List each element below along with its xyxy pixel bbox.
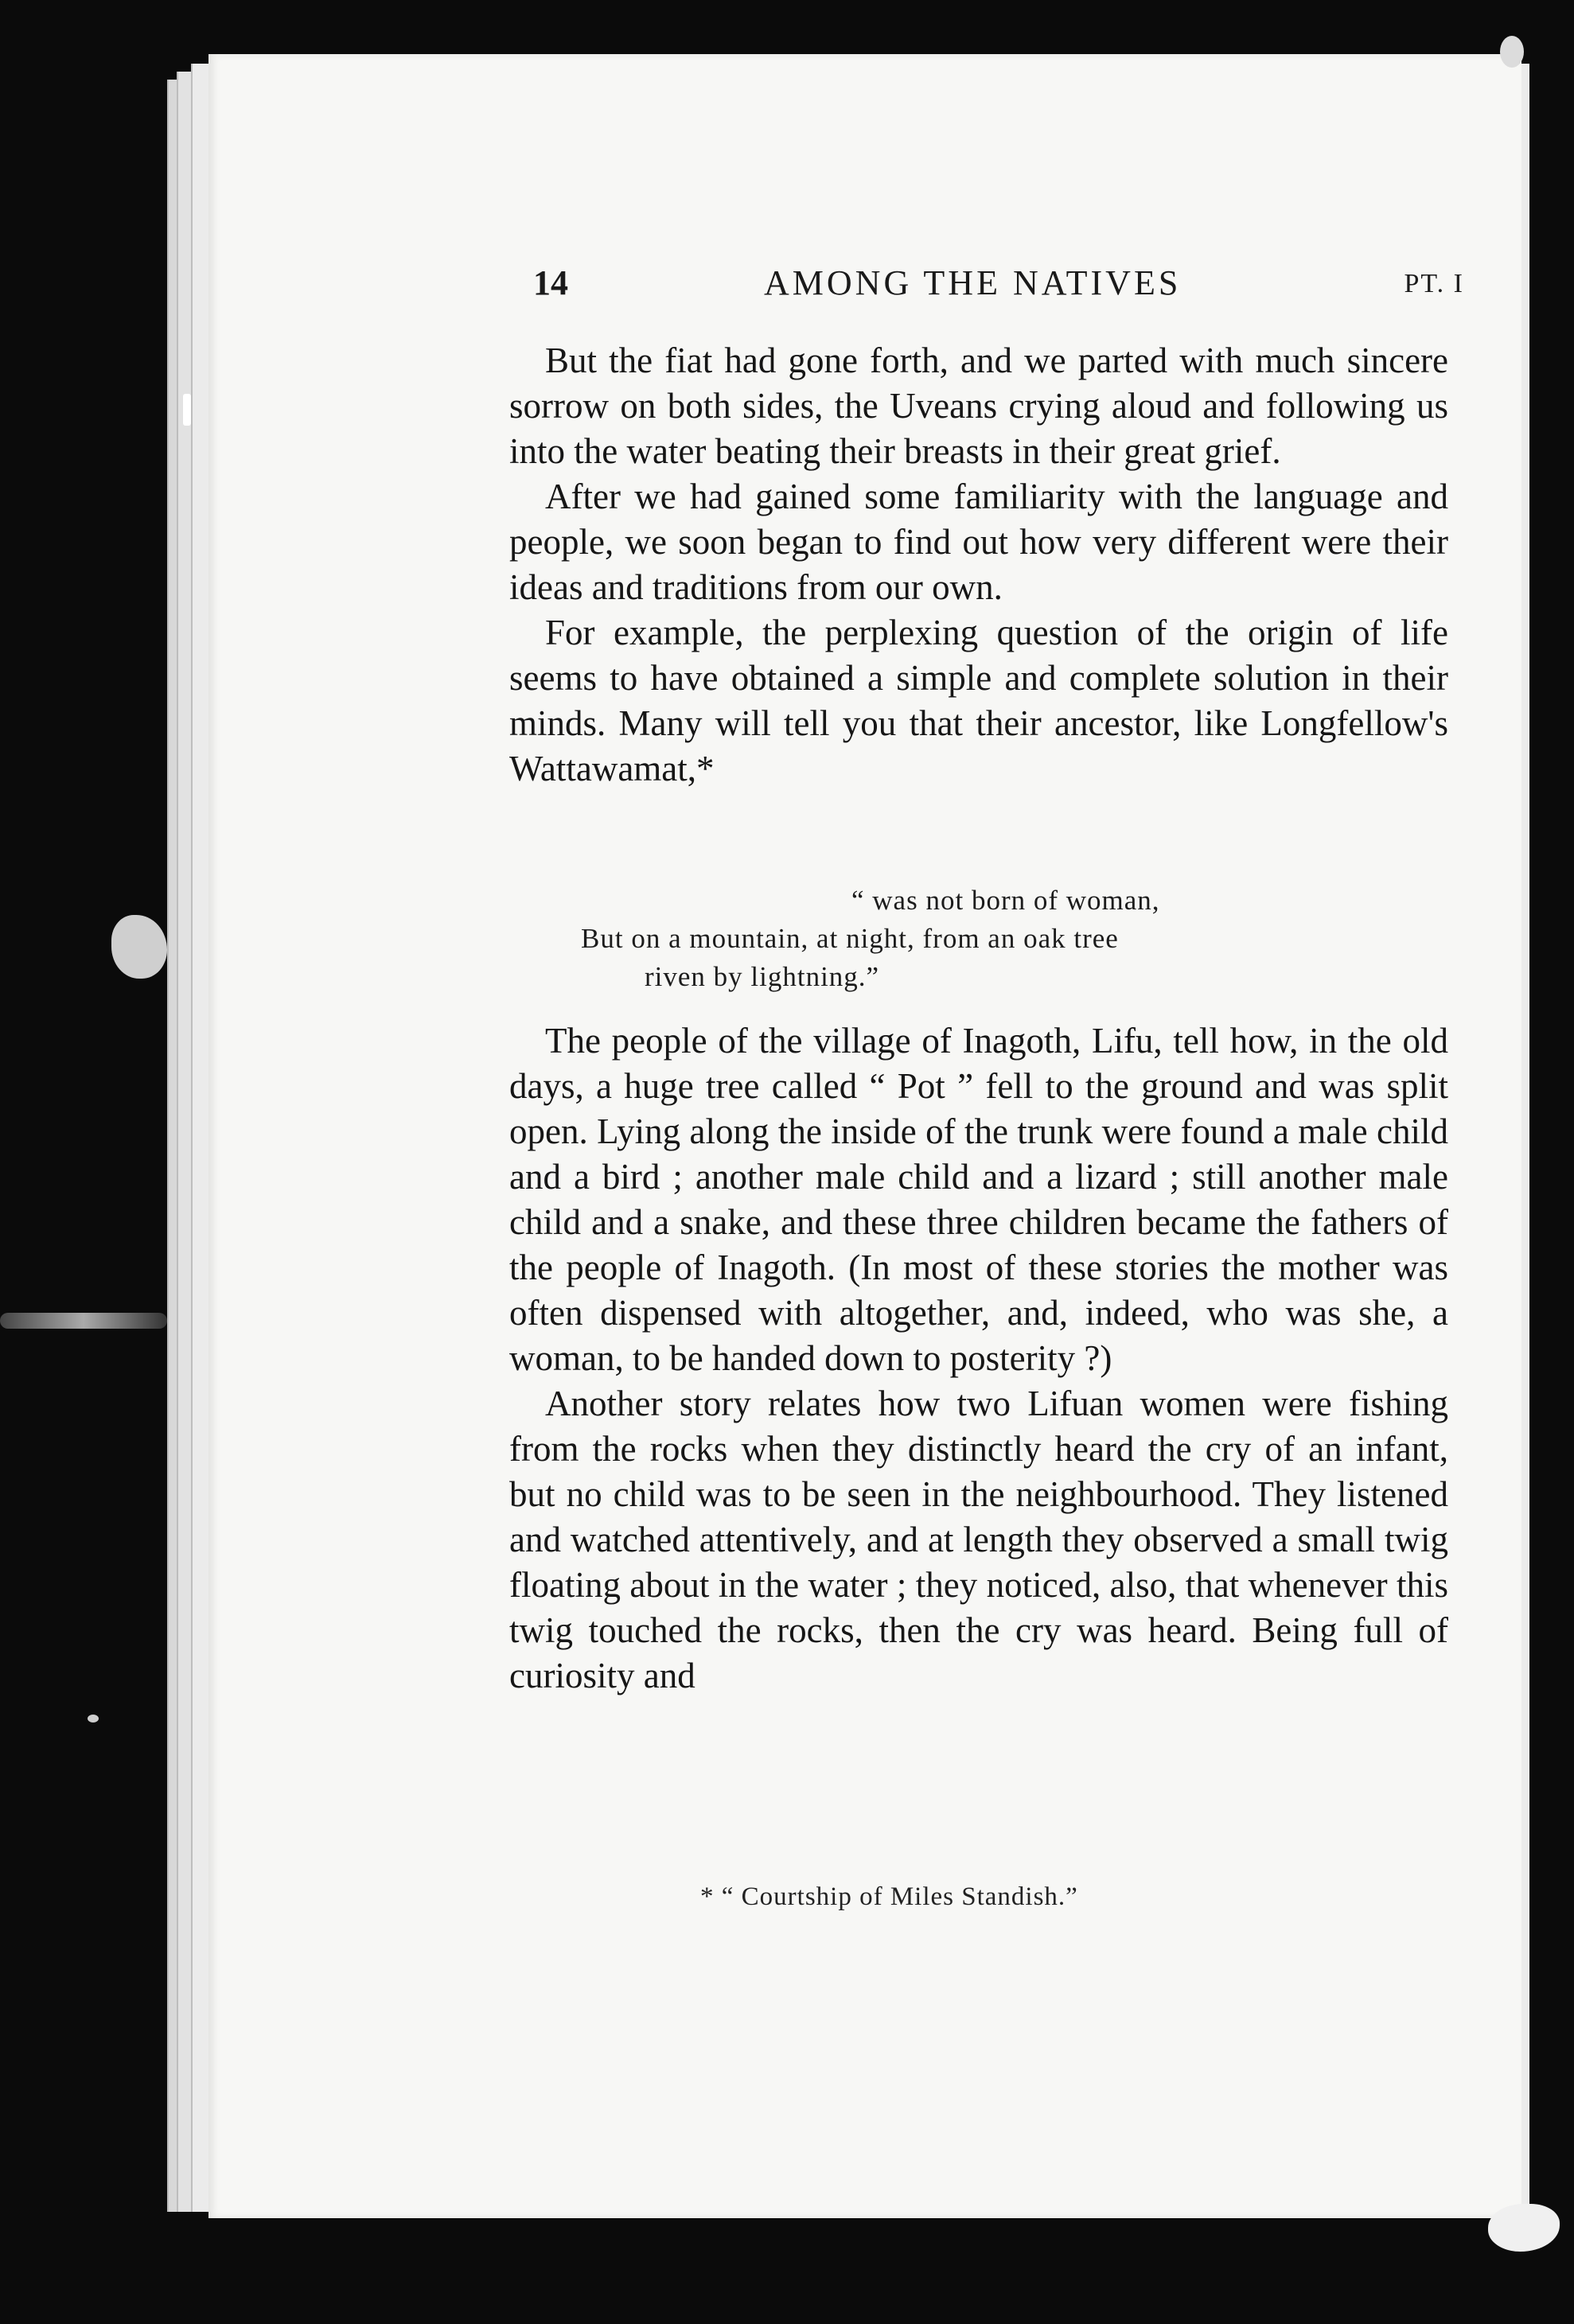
scan-artifact [111,915,167,979]
paragraph: But the fiat had gone forth, and we parted with much sincere sorrow on both sides, the Uveans crying aloud and following us into the water beating their breasts in their great grief. [509,341,1448,471]
paragraph: Another story relates how two Lifuan women were fishing from the rocks when they distinctly heard the cry of an infant, but no child was to be seen in the neighbourhood. They listened and watched attentively, and at length they observed a small twig floating about in the water ; they noticed, also, that whenever this twig touched the rocks, then the cry was heard. Being full of curiosity and [509,1384,1448,1695]
scan-artifact [183,394,191,426]
scan-artifact [1500,36,1524,68]
page-number: 14 [533,263,568,302]
footnote: * “ Courtship of Miles Standish.” [700,1882,1078,1911]
paragraph: The people of the village of Inagoth, Lifu, tell how, in the old days, a huge tree called “ Pot ” fell to the ground and was split open. Lying along the inside of the trunk were found a male child and a bird ; another male child and a lizard ; still another male child and a snake, and these three children became the fathers of the people of Inagoth. (In most of these stories the mother was often dispensed with altogether, and, indeed, who was she, a woman, to be handed down to posterity ?) [509,1021,1448,1378]
paragraph: For example, the perplexing question of the origin of life seems to have obtained a simple and complete solution in their minds. Many will tell you that their ancestor, like Longfellow's Wattawamat,* [509,613,1448,788]
body-text-top [509,338,1448,792]
running-title: AMONG THE NATIVES [764,263,1182,302]
paragraph: After we had gained some familiarity with the language and people, we soon began to find out how very different were their ideas and traditions from our own. [509,477,1448,607]
scan-artifact [0,1313,167,1329]
part-label: PT. I [1404,269,1464,298]
verse-line: “ was not born of woman, [851,885,1160,916]
scan-artifact [1488,2204,1560,2252]
running-head [533,263,1464,318]
verse-line: But on a mountain, at night, from an oak tree [581,923,1119,954]
verse-line: riven by lightning.” [645,961,880,992]
body-text-bottom [509,1018,1448,1699]
scan-artifact [88,1715,99,1723]
verse-quotation [581,882,1377,996]
